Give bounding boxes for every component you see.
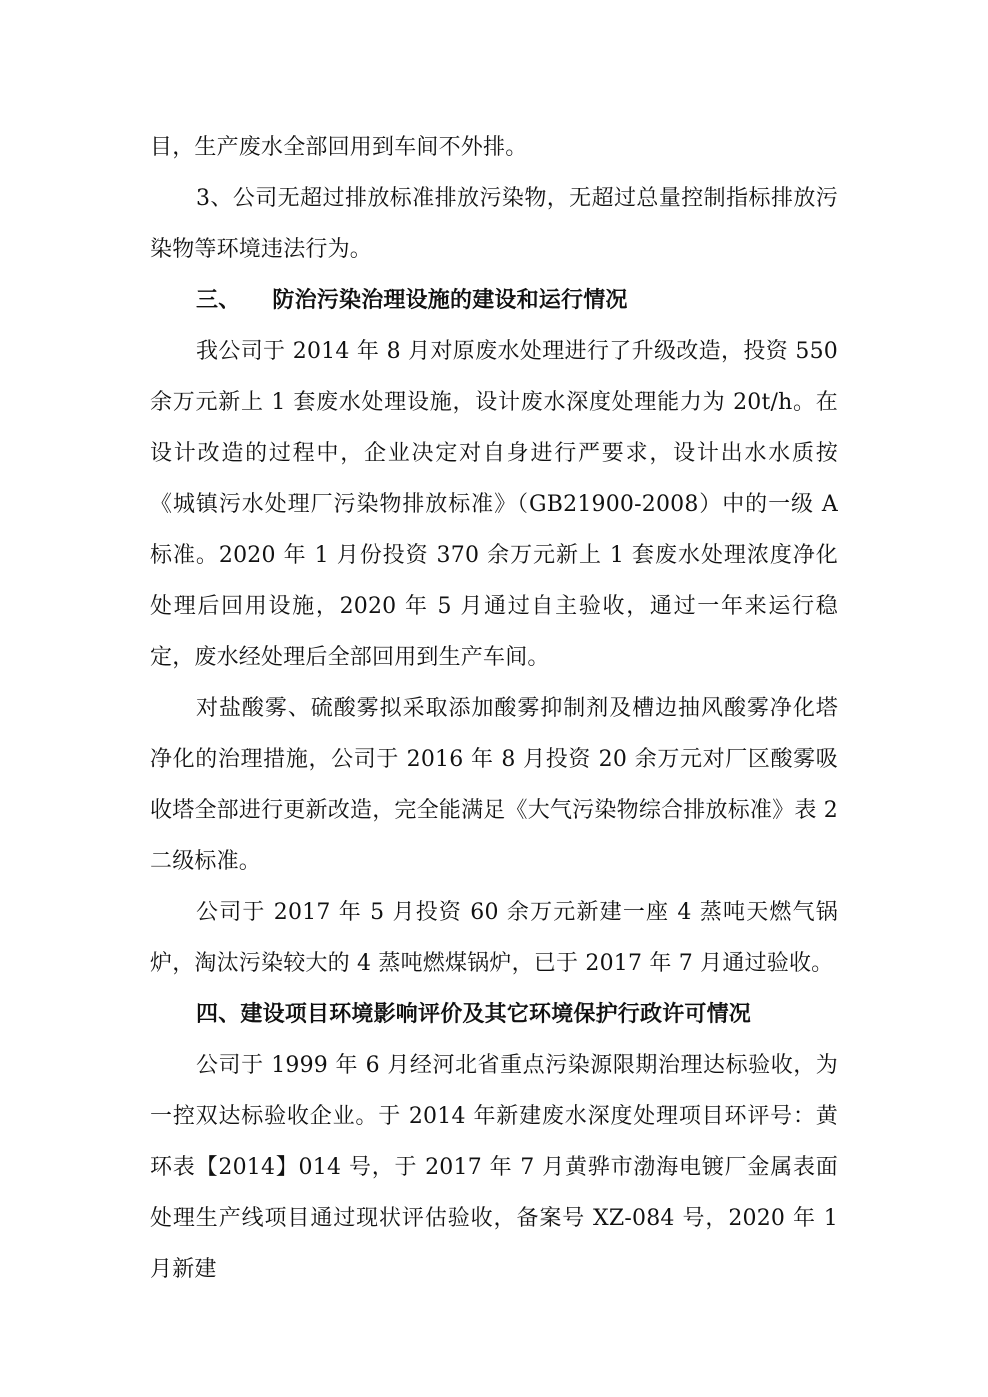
paragraph-continuation: 目，生产废水全部回用到车间不外排。 <box>150 135 528 160</box>
section-heading-3-text: 防治污染治理设施的建设和运行情况 <box>272 287 628 313</box>
section-heading-4: 四、建设项目环境影响评价及其它环境保护行政许可情况 <box>196 1001 752 1027</box>
section-heading-3 <box>150 275 838 326</box>
paragraph-wastewater: 我公司于 2014 年 8 月对原废水处理进行了升级改造，投资 550 余万元新上 1 套废水处理设施，设计废水深度处理能力为 20t/h。在设计改造的过程中，企业决定对自身进行严要求，设计出水水质按《城镇污水处理厂污染物排放标准》（GB21900-2008）中的一级 A 标准。2020 年 1 月份投资 370 余万元新上 1 套废水处理浓度净化处理后回用设施，2020 年 5 月通过自主验收，通过一年来运行稳定，废水经处理后全部回用到生产车间。 <box>150 339 838 670</box>
paragraph-boiler: 公司于 2017 年 5 月投资 60 余万元新建一座 4 蒸吨天燃气锅炉，淘汰污染较大的 4 蒸吨燃煤锅炉，已于 2017 年 7 月通过验收。 <box>150 900 838 976</box>
paragraph-item-3: 3、公司无超过排放标准排放污染物，无超过总量控制指标排放污染物等环境违法行为。 <box>150 186 838 262</box>
paragraph-acid-mist: 对盐酸雾、硫酸雾拟采取添加酸雾抑制剂及槽边抽风酸雾净化塔净化的治理措施，公司于 2016 年 8 月投资 20 余万元对厂区酸雾吸收塔全部进行更新改造，完全能满足《大气污染物综合排放标准》表 2 二级标准。 <box>150 696 838 874</box>
document-body <box>150 122 838 1295</box>
paragraph-eia: 公司于 1999 年 6 月经河北省重点污染源限期治理达标验收，为一控双达标验收企业。于 2014 年新建废水深度处理项目环评号：黄环表【2014】014 号，于 2017 年 7 月黄骅市渤海电镀厂金属表面处理生产线项目通过现状评估验收，备案号 XZ-084 号，2020 年 1 月新建 <box>150 1053 838 1282</box>
section-heading-3-number: 三、 <box>196 287 241 313</box>
